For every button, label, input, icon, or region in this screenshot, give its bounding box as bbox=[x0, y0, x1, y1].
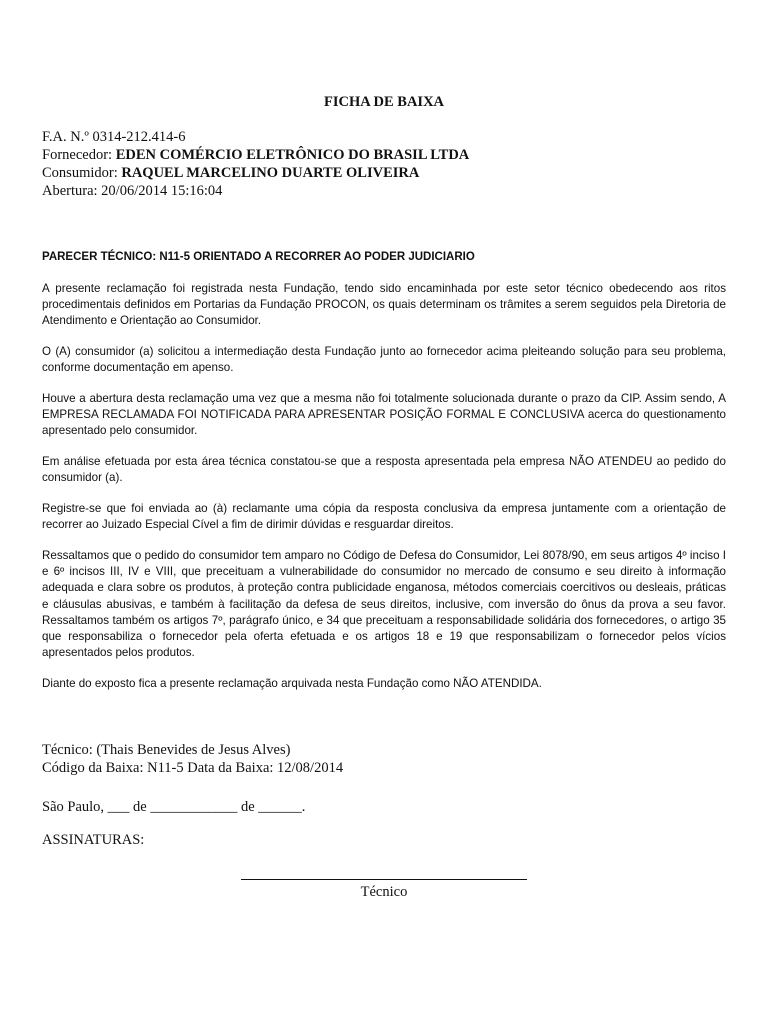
paragraph: O (A) consumidor (a) solicitou a intermediação desta Fundação junto ao fornecedor acima pleiteando solução para seu problema, conforme documentação em apenso. bbox=[42, 345, 726, 375]
date-line: São Paulo, ___ de ____________ de ______. bbox=[42, 799, 306, 815]
body-text bbox=[42, 281, 726, 707]
fornecedor-value: EDEN COMÉRCIO ELETRÔNICO DO BRASIL LTDA bbox=[115, 147, 470, 163]
fornecedor-row bbox=[42, 146, 732, 164]
codigo-baixa-line: Código da Baixa: N11-5 Data da Baixa: 12/08/2014 bbox=[42, 760, 344, 776]
consumidor-value: RAQUEL MARCELINO DUARTE OLIVEIRA bbox=[121, 165, 420, 181]
paragraph: Diante do exposto fica a presente reclamação arquivada nesta Fundação como NÃO ATENDIDA. bbox=[42, 676, 542, 690]
consumidor-label: Consumidor: bbox=[42, 165, 122, 181]
fornecedor-label: Fornecedor: bbox=[42, 147, 116, 163]
tecnico-line: Técnico: (Thais Benevides de Jesus Alves) bbox=[42, 742, 291, 758]
abertura-line: Abertura: 20/06/2014 15:16:04 bbox=[42, 183, 223, 199]
consumidor-row bbox=[42, 164, 732, 182]
paragraph: Em análise efetuada por esta área técnica constatou-se que a resposta apresentada pela empresa NÃO ATENDEU ao pedido do consumidor (a). bbox=[42, 455, 726, 485]
paragraph: Houve a abertura desta reclamação uma vez que a mesma não foi totalmente solucionada durante o prazo da CIP. Assim sendo, A EMPRESA RECLAMADA FOI NOTIFICADA PARA APRESENTAR POSIÇÃO FORMAL E CONCLUSIVA acerca do questionamento apresentado pelo consumidor. bbox=[42, 392, 726, 438]
signature-label: Técnico bbox=[360, 884, 408, 900]
header-block bbox=[42, 128, 732, 200]
paragraph: A presente reclamação foi registrada nesta Fundação, tendo sido encaminhada por este setor técnico obedecendo aos ritos procedimentais definidos em Portarias da Fundação PROCON, os quais determinam os trâmites a serem seguidos pela Diretoria de Atendimento e Orientação ao Consumidor. bbox=[42, 282, 726, 328]
paragraph: Registre-se que foi enviada ao (à) reclamante uma cópia da resposta conclusiva da empresa juntamente com a orientação de recorrer ao Juizado Especial Cível a fim de dirimir dúvidas e resguardar direitos. bbox=[42, 502, 726, 532]
fa-number: F.A. N.º 0314-212.414-6 bbox=[42, 129, 186, 145]
parecer-heading: PARECER TÉCNICO: N11-5 ORIENTADO A RECORRER AO PODER JUDICIARIO bbox=[42, 251, 475, 263]
document-title: FICHA DE BAIXA bbox=[323, 94, 445, 110]
footer-block bbox=[42, 741, 732, 777]
signature-line bbox=[241, 879, 527, 880]
assinaturas-label: ASSINATURAS: bbox=[42, 832, 145, 848]
paragraph: Ressaltamos que o pedido do consumidor tem amparo no Código de Defesa do Consumidor, Lei 8078/90, em seus artigos 4º inciso I e 6º incisos III, IV e VIII, que preceituam a vulnerabilidade do consumidor no mercado de consumo e seu direito à informação adequada e clara sobre os produtos, à proteção contra publicidade enganosa, métodos comerciais coercitivos ou desleais, práticas e cláusulas abusivas, e também à facilitação da defesa de seus direitos, inclusive, com inversão do ônus da prova a seu favor. Ressaltamos também os artigos 7º, parágrafo único, e 34 que preceituam a responsabilidade solidária dos fornecedores, o artigo 35 que responsabiliza o fornecedor pela oferta efetuada e os artigos 18 e 19 que responsabilizam o fornecedor pelos vícios apresentados pelos produtos. bbox=[42, 548, 726, 660]
